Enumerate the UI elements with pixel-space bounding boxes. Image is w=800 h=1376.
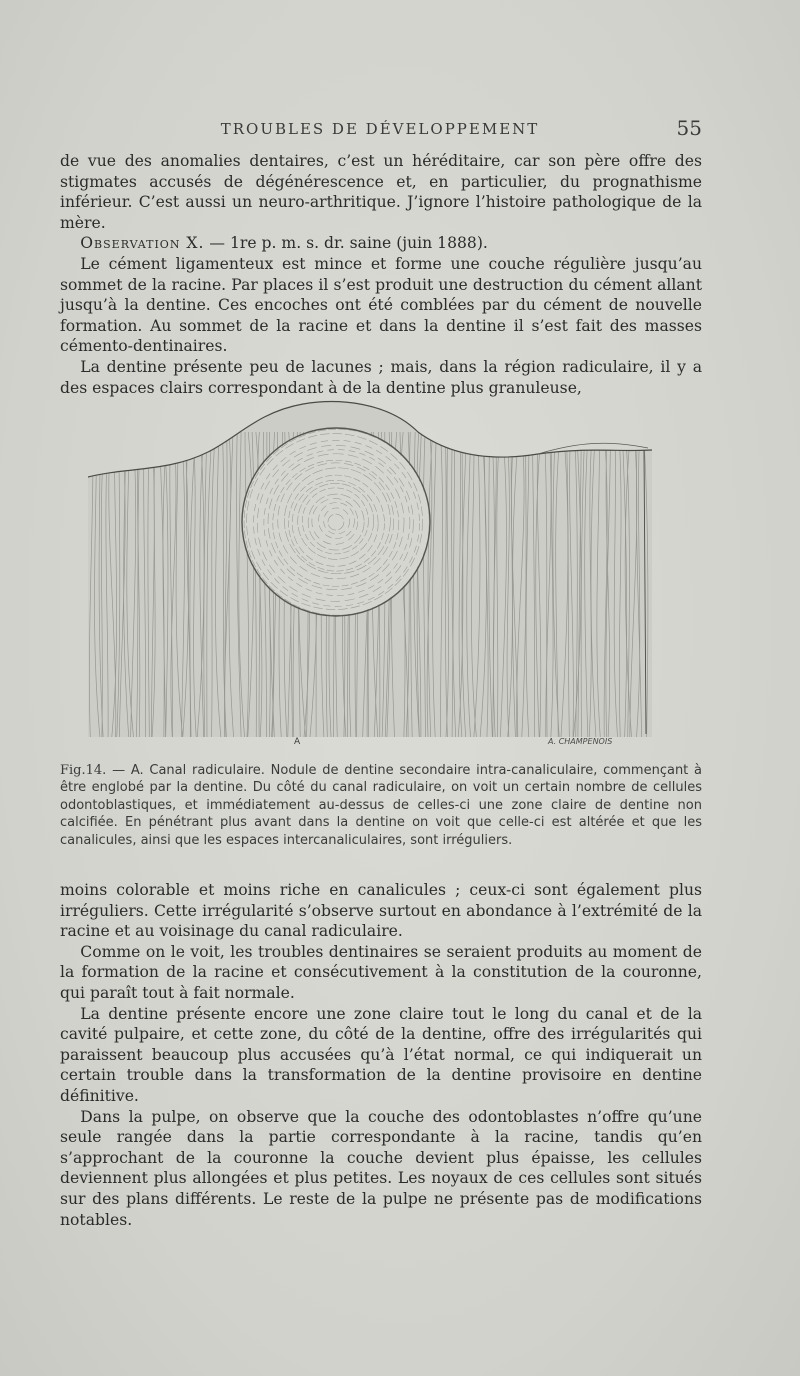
paragraph-moins-colorable: moins colorable et moins riche en canalicules ; ceux-ci sont également plus irréguliers. Cette irrégularité s’observe surtout en abondance à l’extrémité de la racine et au voisinage du canal radiculaire. xyxy=(60,881,702,941)
paragraph-continuation: de vue des anomalies dentaires, c’est un héréditaire, car son père offre des stigmates accusés de dégénérescence et, en particulier, du prognathisme inférieur. C’est aussi un neuro-arthritique. J’ignore l’histoire pathologique de la mère. xyxy=(60,152,702,232)
histology-drawing xyxy=(88,392,652,752)
paragraph-dentine-lacunes: La dentine présente peu de lacunes ; mais, dans la région radiculaire, il y a des espaces clairs correspondant à de la dentine plus granuleuse, xyxy=(60,357,702,397)
engraver-signature: A. CHAMPENOIS xyxy=(548,737,613,746)
paragraph-pulpe: Dans la pulpe, on observe que la couche des odontoblastes n’offre qu’une seule rangée dans la partie correspondante à la racine, tandis qu’en s’approchant de la couronne la couche devient plus épaisse, les cellules deviennent plus allongées et plus petites. Les noyaux de ces cellules sont situés sur des plans différents. Le reste de la pulpe ne présente pas de modifications notables. xyxy=(60,1107,702,1229)
paragraph-zone-claire: La dentine présente encore une zone claire tout le long du canal et de la cavité pulpaire, et cette zone, du côté de la dentine, offre des irrégularités qui paraissent beaucoup plus accusées qu’à l’état normal, ce qui indiquerait un certain trouble dans la transformation de la dentine provisoire en dentine définitive. xyxy=(60,1004,702,1105)
page-number: 55 xyxy=(676,116,702,140)
observation-label: Observation X. xyxy=(80,234,205,253)
figure-illustration xyxy=(88,392,652,752)
observation-heading xyxy=(60,233,702,254)
caption-text: — A. Canal radiculaire. Nodule de dentine secondaire intra-canaliculaire, commençant à être englobé par la dentine. Du côté du canal radiculaire, on voit un certain nombre de cellules odontoblastiques, et immédiatement au-dessus de celles-ci une zone claire de dentine non calcifiée. En pénétrant plus avant dans la dentine on voit que celle-ci est altérée et que les canalicules, ainsi que les espaces intercanaliculaires, sont irréguliers. xyxy=(60,763,702,848)
figure-caption xyxy=(60,762,702,849)
top-text-block xyxy=(60,151,702,398)
bottom-text-block xyxy=(60,880,702,1230)
observation-detail: — 1re p. m. s. dr. saine (juin 1888). xyxy=(204,234,488,253)
paragraph-comme-on-le-voit: Comme on le voit, les troubles dentinaires se seraient produits au moment de la formation de la racine et consécutivement à la constitution de la couronne, qui paraît tout à fait normale. xyxy=(60,942,702,1002)
paragraph-cement: Le cément ligamenteux est mince et forme une couche régulière jusqu’au sommet de la racine. Par places il s’est produit une destruction du cément allant jusqu’à la dentine. Ces encoches ont été comblées par du cément de nouvelle formation. Au sommet de la racine et dans la dentine il s’est fait des masses cémento-dentinaires. xyxy=(60,254,702,356)
running-head xyxy=(60,116,702,146)
caption-figure-label: Fig.14. xyxy=(60,763,107,778)
running-title: TROUBLES DE DÉVELOPPEMENT xyxy=(220,120,540,138)
dentine-tissue xyxy=(88,392,652,752)
figure-label-a: A xyxy=(294,737,301,747)
